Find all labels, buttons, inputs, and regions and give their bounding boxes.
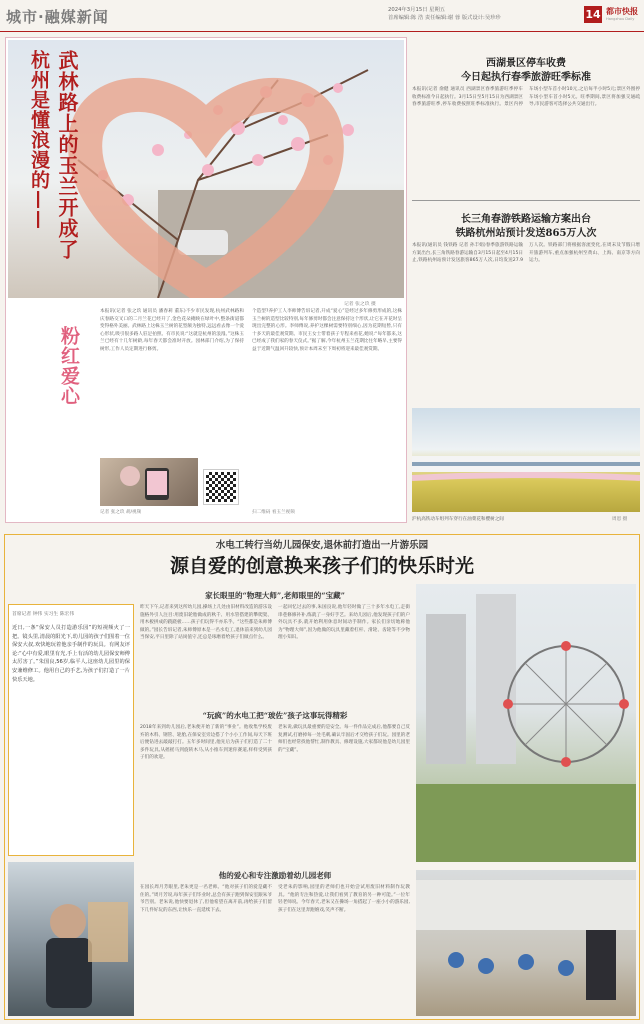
feature-headline-sub: 杭州是懂浪漫的—— bbox=[28, 50, 50, 230]
editor-credits: 首席编辑:陈 浩 责任编辑:谢 蓉 版式设计:吴珍珍 bbox=[388, 15, 501, 21]
newspaper-logo: 都市快报 bbox=[606, 6, 638, 16]
feature-headline-accent: 粉红爱心 bbox=[58, 326, 80, 406]
photo-graphic bbox=[100, 458, 198, 506]
feature-headline-main: 武林路上的玉兰开成了 bbox=[55, 50, 79, 260]
story-headline: 源自爱的创意换来孩子们的快乐时光 bbox=[169, 555, 474, 577]
inset-photo-phone bbox=[100, 458, 198, 506]
rule bbox=[412, 200, 640, 201]
section-title: 城市·融媒新闻 bbox=[6, 8, 109, 26]
story-sub3: 他的爱心和专注激励着幼儿园老师 bbox=[218, 871, 332, 880]
qr-caption: 扫二维码 看玉兰视频 bbox=[252, 510, 295, 515]
story-col2: 一起回忆过去的事,朱国良说,他年轻时做了三十多年水电工,走街串巷修修补补,练就了一身好手艺。来幼儿园后,他发现孩子们的户外玩具不多,就开始利用休息时间动手制作。家长们亲切地称他为“物理大师”,因为他做的玩具里藏着杠杆、滑轮、齿轮等不少物理小知识。 bbox=[278, 605, 410, 641]
feature-body-left: 本报讯(记者 张之玖 通讯员 潘春莉 董东)不少市民发现,杭州武林路和庆春路交叉口的二月兰花已经开了,金色花朵掩映在绿叶中,整条街道都变得格外美丽。武林路上这株玉兰树的花型颇为独特,远远看去像一个爱心形状,吸引很多路人驻足拍照。有市民说:“这就是杭州的浪漫。”这株玉兰已经有十几年树龄,每年春天都会准时开放。园林部门介绍,为了保持树形,工作人员定期进行修剪。 bbox=[100, 309, 244, 352]
header-meta bbox=[388, 6, 588, 22]
story-sub1: 家长眼里的“物理大师”,老师眼里的“宝藏” bbox=[205, 591, 345, 600]
guard-photo bbox=[8, 862, 134, 1016]
story-kicker: 水电工转行当幼儿园保安,退休前打造出一片游乐园 bbox=[215, 540, 429, 551]
train-photo bbox=[412, 408, 640, 512]
ferris-wheel-photo bbox=[416, 584, 636, 862]
qr-code bbox=[204, 470, 238, 504]
story-col5: 在园长周月芳眼里,老朱更是一名老师。“他对孩子们的爱是藏不住的。”周月芳说,每年孩子们毕业时,总会有孩子跑到保安室跟朱爷爷告别。老朱说,他快要退休了,但他希望在离开前,再给孩子们留下几件好玩的东西,让快乐一直延续下去。 bbox=[140, 885, 272, 913]
news2-title-main: 铁路杭州站预计发送865万人次 bbox=[455, 228, 597, 239]
ferris-wheel-graphic bbox=[416, 584, 636, 862]
playground-photo bbox=[416, 870, 636, 1016]
story-col4: 老朱说,做玩具最重要的是安全。每一件作品完成后,他都要自己反复测试,打磨掉每一处毛刺,确认牢固后才交给孩子们玩。园里的老师们也经常找他帮忙,制作教具、修理设施,大家都说他是幼儿园里的“宝藏”。 bbox=[278, 725, 410, 753]
news2-title-top: 长三角春游铁路运输方案出台 bbox=[461, 214, 591, 225]
news2-body: 本报讯(通讯员 钱铁路 记者 孙丰娟)春季旅游铁路运输方案出台,长三角铁路春游运输自3月15日起至4月15日止,铁路杭州站预计发送旅客865万人次,日均发送27.9万人次。铁路部门将根据客流变化,在周末及节假日增开旅游列车,重点加强杭州至黄山、上海、南京等方向运力。 bbox=[412, 243, 640, 264]
story-col6: 受老朱的影响,园里的老师们也开始尝试用废旧材料制作玩教具。“他的专注和热爱,让我们看到了教育的另一种可能。”一位年轻老师说。今年春天,老朱又在操场一角搭起了一座小小的游乐园,孩子们在这里奔跑嬉戏,笑声不断。 bbox=[278, 885, 410, 913]
train-graphic bbox=[412, 408, 640, 512]
train-caption: 沪杭高铁动车组列车穿行在油菜花和樱树之间 bbox=[412, 517, 504, 522]
story-sub2: “玩疯”的水电工把“玻佐”孩子这事玩得精彩 bbox=[202, 711, 348, 720]
guard-graphic bbox=[8, 862, 134, 1016]
newspaper-logo-en: Hangzhou Daily bbox=[606, 17, 635, 21]
train-credit: 周恩 摄 bbox=[612, 517, 628, 522]
feature-body-mid: 个造型?养护工人李师傅告诉记者,开成“爱心”是经过多年修剪形成的,这株玉兰树的造型比较特别,每年修剪时都会注意保持这个形状,让它在开花时呈现出完整的心形。李师傅说,养护这棵树需要特别细心,因为花期短暂,只有十多天的最佳观赏期。市民王女士带着孩子专程来看花,她说:“每年都来,这已经成了我们家的春天仪式。”据了解,今年杭州玉兰花期比往年略早,主要得益于近期气温回升较快,预计本周末至下周初将迎来最佳观赏期。 bbox=[252, 309, 402, 352]
photo-credit: 记者 张之玖 摄 bbox=[344, 302, 376, 307]
playground-graphic bbox=[416, 870, 636, 1016]
news1-body: 本报讯(记者 俞健 通讯员 西湖景区春季旅游旺季停车收费标准今日起执行。3月15日至5月15日为西湖景区春季旅游旺季,停车收费按照旺季标准执行。景区内停车场小型车首小时10元,之后每半小时5元;景区外围停车场小型车首小时5元。旺季期间,景区将加强交通疏导,市民游客可选择公共交通出行。 bbox=[412, 87, 640, 108]
news1-title-top: 西湖景区停车收费 bbox=[486, 58, 566, 69]
story-col3: 2018年来到幼儿园后,老朱便开始了新的“事业”。他收集学校废弃的木料、钢管、轮胎,在保安室旁边搭了个小小工作间,每天下班后便钻进去敲敲打打。五年多时间里,他先后为孩子们打造了二十多件玩具,从摇摇马到旋转木马,从小推车到迷你赛道,样样受到孩子们的欢迎。 bbox=[140, 725, 272, 761]
story-byline: 首席记者 钟伟 实习生 陈宏伟 bbox=[12, 612, 75, 617]
story-intro: 近日,一条“保安人员打造游乐园”的短视频火了一把。镜头里,清晨的阳光下,幼儿园的孩子们围着一位保安大叔,欢快地玩着他亲手制作的玩具。有网友评论:“心中有爱,眼里有光,手上有活的幼儿园保安师傅太厉害了。”朱国良,56岁,临平人,这座幼儿园里的保安兼维修工。他用自己的手艺,为孩子们打造了一片快乐天地。 bbox=[12, 625, 130, 683]
news1-title-main: 今日起执行春季旅游旺季标准 bbox=[461, 72, 591, 83]
issue-date: 2024年3月15日 星期五 bbox=[388, 7, 446, 13]
inset-photo-credit: 记者 张之玖 胡/视频 bbox=[100, 510, 142, 515]
story-col1: 昨天下午,记者来到这所幼儿园,操场上几处由旧材料改造的游乐设施格外引人注目:用废旧轮胎做成的秋千、用水管搭建的攀爬架、用木板拼成的跷跷板……孩子们玩得不亦乐乎。“这些都是朱师傅做的。”园长告诉记者,朱师傅原本是一名水电工,退休前来到幼儿园当保安,平日里除了站岗值守,还总是琢磨着给孩子们做点什么。 bbox=[140, 605, 272, 641]
page-number: 14 bbox=[585, 8, 601, 21]
